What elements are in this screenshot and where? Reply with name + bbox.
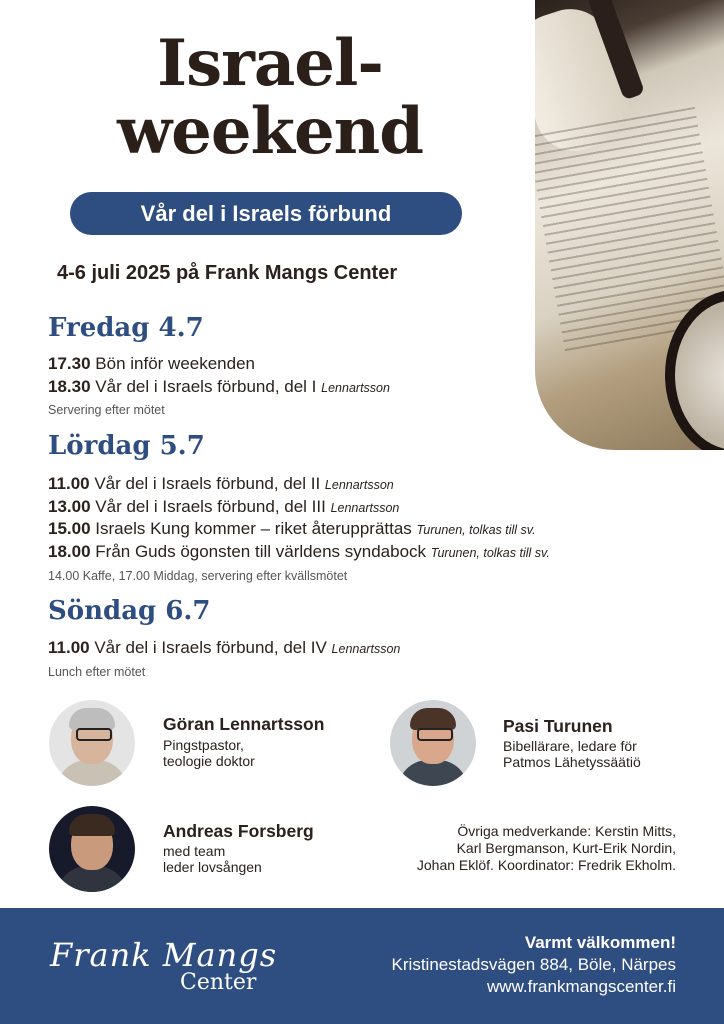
contact-info [392, 932, 676, 998]
speaker-name: Andreas Forsberg [163, 821, 314, 841]
event-dates: 4-6 juli 2025 på Frank Mangs Center [57, 262, 398, 284]
speaker-role: Pingstpastor, teologie doktor [163, 737, 255, 769]
subtitle-badge: Vår del i Israels förbund [70, 192, 462, 235]
schedule-item: 11.00 Vår del i Israels förbund, del IV Lennartsson [48, 638, 401, 657]
title-line-1: Israel- [157, 26, 383, 101]
speaker-role: Bibellärare, ledare för Patmos Lähetyssäätiö [503, 738, 641, 770]
speaker-photo-forsberg [49, 806, 135, 892]
footer [0, 908, 724, 1024]
speaker-name: Göran Lennartsson [163, 714, 325, 734]
website-link[interactable]: www.frankmangscenter.fi [487, 977, 676, 996]
schedule-item: 18.00 Från Guds ögonsten till världens syndabock Turunen, tolkas till sv. [48, 542, 550, 561]
other-participants: Övriga medverkande: Kerstin Mitts, Karl Bergmanson, Kurt-Erik Nordin, Johan Eklöf. Koordinator: Fredrik Ekholm. [416, 823, 676, 873]
center-logo-text: Center [180, 970, 257, 995]
address: Kristinestadsvägen 884, Böle, Närpes [391, 955, 676, 974]
day-heading-friday: Fredag 4.7 [48, 313, 204, 343]
day-heading-saturday: Lördag 5.7 [48, 431, 205, 461]
schedule-item: 11.00 Vår del i Israels förbund, del II Lennartsson [48, 474, 394, 493]
torah-scroll-image [535, 0, 724, 450]
schedule-item: 17.30 Bön inför weekenden [48, 354, 256, 373]
schedule-item: 18.30 Vår del i Israels förbund, del I Lennartsson [48, 377, 390, 396]
title-line-2: weekend [117, 94, 423, 169]
schedule-item: 13.00 Vår del i Israels förbund, del III Lennartsson [48, 497, 400, 516]
speaker-photo-turunen [390, 700, 476, 786]
day-note: Lunch efter mötet [48, 665, 146, 679]
day-note: 14.00 Kaffe, 17.00 Middag, servering efter kvällsmötet [48, 569, 348, 583]
day-heading-sunday: Söndag 6.7 [48, 596, 211, 626]
welcome-text: Varmt välkommen! [524, 933, 676, 952]
schedule-item: 15.00 Israels Kung kommer – riket återupprättas Turunen, tolkas till sv. [48, 519, 536, 538]
frank-mangs-logo: Frank Mangs [50, 936, 278, 974]
page-title [80, 26, 460, 169]
speaker-role: med team leder lovsången [163, 843, 262, 875]
day-note: Servering efter mötet [48, 403, 165, 417]
speaker-name: Pasi Turunen [503, 716, 613, 736]
speaker-photo-lennartsson [49, 700, 135, 786]
